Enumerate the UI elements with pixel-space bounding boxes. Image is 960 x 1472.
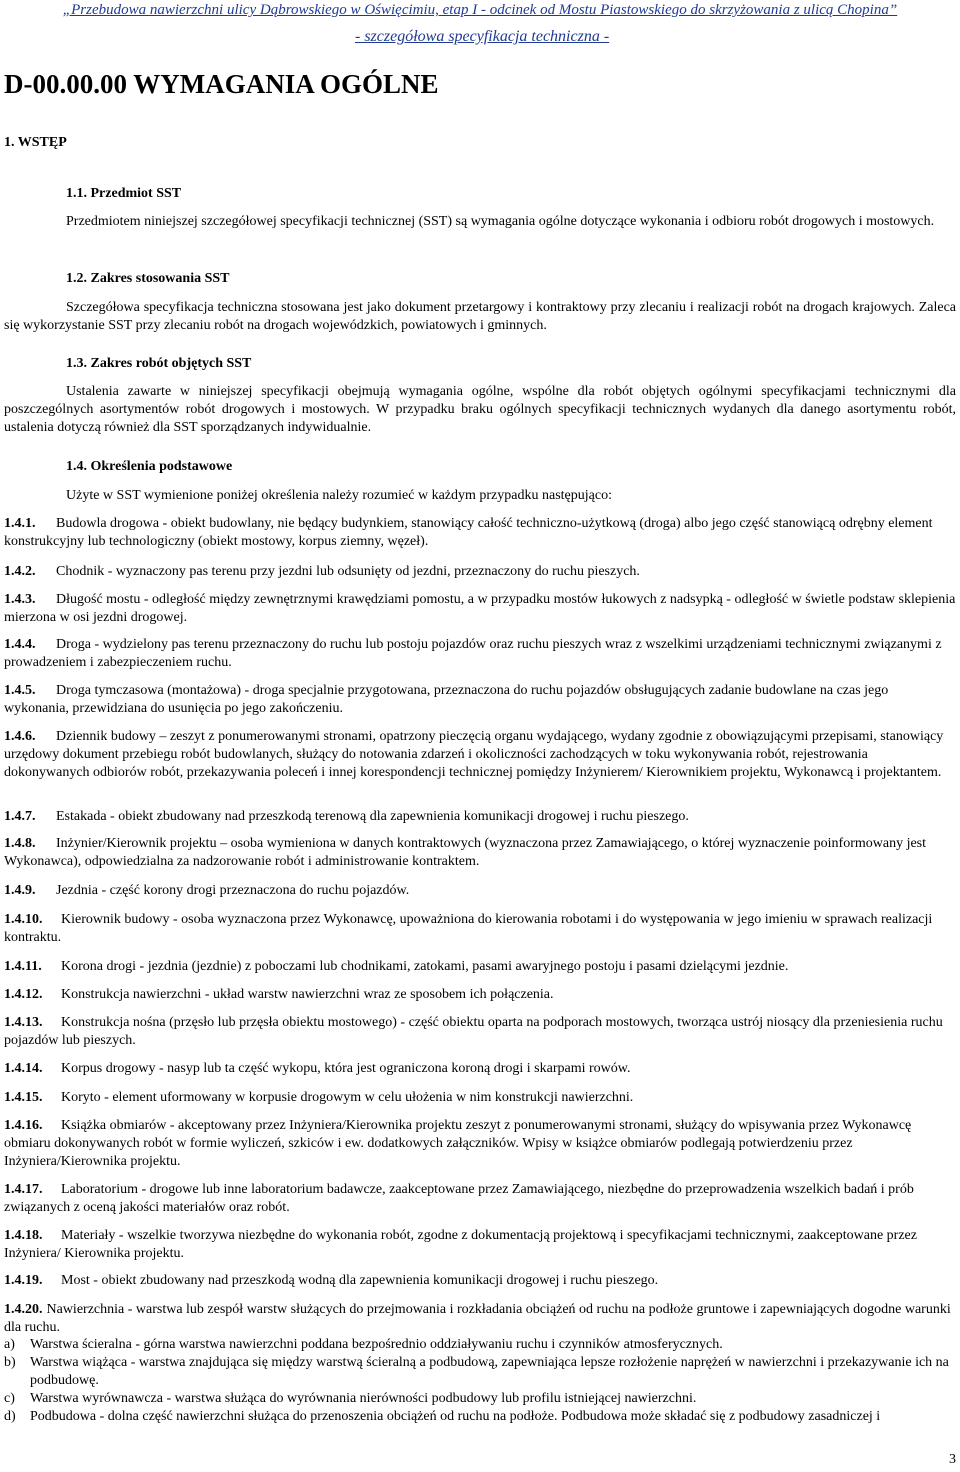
- document-title: D-00.00.00 WYMAGANIA OGÓLNE: [4, 69, 439, 99]
- section-heading-1-1: 1.1. Przedmiot SST: [66, 186, 182, 201]
- list-item: b) Warstwa wiążąca - warstwa znajdująca się między warstwą ścieralną a podbudową, zapewniająca lepsze rozłożenie naprężeń w nawierzchni i przekazywanie ich na podbudowę.: [4, 1355, 949, 1388]
- definition-item: 1.4.15. Koryto - element uformowany w korpusie drogowym w celu ułożenia w nim konstrukcji nawierzchni.: [4, 1090, 634, 1105]
- definition-item: 1.4.5. Droga tymczasowa (montażowa) - droga specjalnie przygotowana, przeznaczona do ruchu pojazdów obsługujących zadanie budowlane na czas jego wykonania, przewidziana do usunięcia po jego zakończeniu.: [4, 683, 889, 716]
- page-number: 3: [949, 1452, 956, 1467]
- definition-item: 1.4.2. Chodnik - wyznaczony pas terenu przy jezdni lub odsunięty od jezdni, przeznaczony do ruchu pieszych.: [4, 564, 640, 579]
- definition-item: 1.4.13. Konstrukcja nośna (przęsło lub przęsła obiektu mostowego) - część obiektu oparta na podporach mostowych, tworząca ustrój niosący dla przeniesienia ruchu pojazdów lub pieszych.: [4, 1015, 943, 1048]
- section-text-1-3: Ustalenia zawarte w niniejszej specyfikacji obejmują wymagania ogólne, wspólne dla robót objętych ogólnymi specyfikacjami technicznymi dla poszczególnych asortymentów robót drogowych i mostowych. W przypadku braku ogólnych specyfikacji technicznych wydanych dla danego asortymentu robót, ustalenia dotyczą również dla SST sporządzanych indywidualnie.: [4, 384, 956, 435]
- header-project-title: „Przebudowa nawierzchni ulicy Dąbrowskiego w Oświęcimiu, etap I - odcinek od Mostu Piastowskiego do skrzyżowania z ulicą Chopina”: [62, 2, 898, 18]
- definition-item: 1.4.10. Kierownik budowy - osoba wyznaczona przez Wykonawcę, upoważniona do kierowania robotami i do występowania w jego imieniu w sprawach realizacji kontraktu.: [4, 912, 933, 945]
- section-heading-1-2: 1.2. Zakres stosowania SST: [66, 271, 230, 286]
- section-heading-1: 1. WSTĘP: [4, 135, 67, 150]
- definition-item: 1.4.17. Laboratorium - drogowe lub inne laboratorium badawcze, zaakceptowane przez Zamawiającego, niezbędne do przeprowadzenia wszelkich badań i prób związanych z oceną jakości materiałów oraz robót.: [4, 1182, 914, 1215]
- list-item: a) Warstwa ścieralna - górna warstwa nawierzchni poddana bezpośrednio oddziaływaniu ruchu i czynników atmosferycznych.: [4, 1337, 723, 1352]
- definition-item: 1.4.19. Most - obiekt zbudowany nad przeszkodą wodną dla zapewnienia komunikacji drogowej i ruchu pieszego.: [4, 1273, 659, 1288]
- list-item: d) Podbudowa - dolna część nawierzchni służąca do przenoszenia obciążeń od ruchu na podłoże. Podbudowa może składać się z podbudowy zasadniczej i: [4, 1409, 881, 1424]
- definition-item: 1.4.18. Materiały - wszelkie tworzywa niezbędne do wykonania robót, zgodne z dokumentacją projektową i specyfikacjami technicznymi, zaakceptowane przez Inżyniera/ Kierownika projektu.: [4, 1228, 917, 1261]
- section-heading-1-4: 1.4. Określenia podstawowe: [66, 459, 233, 474]
- section-heading-1-3: 1.3. Zakres robót objętych SST: [66, 356, 252, 371]
- definition-item: 1.4.3. Długość mostu - odległość między zewnętrznymi krawędziami pomostu, a w przypadku mostów łukowych z nadsypką - odległość w świetle podstaw sklepienia mierzona w osi jezdni drogowej.: [4, 592, 956, 625]
- definition-item: 1.4.8. Inżynier/Kierownik projektu – osoba wymieniona w danych kontraktowych (wyznaczona przez Zamawiającego, o której wyznaczenie poinformowany jest Wykonawca), odpowiedzialna za nadzorowanie robót i administrowanie kontraktem.: [4, 836, 927, 869]
- layer-list: [4, 1336, 956, 1426]
- definition-item: 1.4.16. Książka obmiarów - akceptowany przez Inżyniera/Kierownika projektu zeszyt z ponumerowanymi stronami, służący do wpisywania przez Wykonawcę obmiaru dokonywanych robót w formie wyliczeń, szkiców i ew. dodatkowych załączników. Wpisy w książce obmiarów podlegają potwierdzeniu przez Inżyniera/Kierownika projektu.: [4, 1118, 912, 1169]
- definition-item: 1.4.12. Konstrukcja nawierzchni - układ warstw nawierzchni wraz ze sposobem ich połączenia.: [4, 987, 554, 1002]
- definition-item: 1.4.1. Budowla drogowa - obiekt budowlany, nie będący budynkiem, stanowiący całość techniczno-użytkową (droga) albo jego część stanowiącą odrębny element konstrukcyjny lub technologiczny (obiekt mostowy, korpus ziemny, węzeł).: [4, 516, 933, 549]
- definition-item: 1.4.4. Droga - wydzielony pas terenu przeznaczony do ruchu lub postoju pojazdów oraz ruchu pieszych wraz z wszelkimi urządzeniami technicznymi związanymi z prowadzeniem i zabezpieczeniem ruchu.: [4, 637, 942, 670]
- list-item: c) Warstwa wyrównawcza - warstwa służąca do wyrównania nierówności podbudowy lub profilu istniejącej nawierzchni.: [4, 1391, 697, 1406]
- definition-item: 1.4.20. Nawierzchnia - warstwa lub zespół warstw służących do przejmowania i rozkładania obciążeń od ruchu na podłoże gruntowe i zapewniających dogodne warunki dla ruchu.: [4, 1302, 951, 1335]
- definition-item: 1.4.14. Korpus drogowy - nasyp lub ta część wykopu, która jest ograniczona koroną drogi i skarpami rowów.: [4, 1061, 631, 1076]
- definition-item: 1.4.9. Jezdnia - część korony drogi przeznaczona do ruchu pojazdów.: [4, 883, 410, 898]
- section-intro-1-4: Użyte w SST wymienione poniżej określenia należy rozumieć w każdym przypadku następująco:: [66, 488, 612, 503]
- header-doc-type: - szczegółowa specyfikacja techniczna -: [355, 28, 610, 45]
- definition-item: 1.4.6. Dziennik budowy – zeszyt z ponumerowanymi stronami, opatrzony pieczęcią organu wydającego, wydany zgodnie z obowiązującymi przepisami, stanowiący urzędowy dokument przebiegu robót budowlanych, służący do notowania zdarzeń i okoliczności zachodzących w toku wykonywania robót, rejestrowania dokonywanych odbiorów robót, przekazywania poleceń i innej korespondencji technicznej pomiędzy Inżynierem/ Kierownikiem projektu, Wykonawcą i projektantem.: [4, 729, 944, 780]
- section-text-1-1: Przedmiotem niniejszej szczegółowej specyfikacji technicznej (SST) są wymagania ogólne dotyczące wykonania i odbioru robót drogowych i mostowych.: [66, 214, 935, 229]
- section-text-1-2: Szczegółowa specyfikacja techniczna stosowana jest jako dokument przetargowy i kontraktowy przy zlecaniu i realizacji robót na drogach krajowych. Zaleca się wykorzystanie SST przy zlecaniu robót na drogach wojewódzkich, powiatowych i gminnych.: [4, 300, 956, 333]
- definition-item: 1.4.11. Korona drogi - jezdnia (jezdnie) z poboczami lub chodnikami, zatokami, pasami awaryjnego postoju i pasami dzielącymi jezdnie.: [4, 959, 789, 974]
- definition-item: 1.4.7. Estakada - obiekt zbudowany nad przeszkodą terenową dla zapewnienia komunikacji drogowej i ruchu pieszego.: [4, 809, 689, 824]
